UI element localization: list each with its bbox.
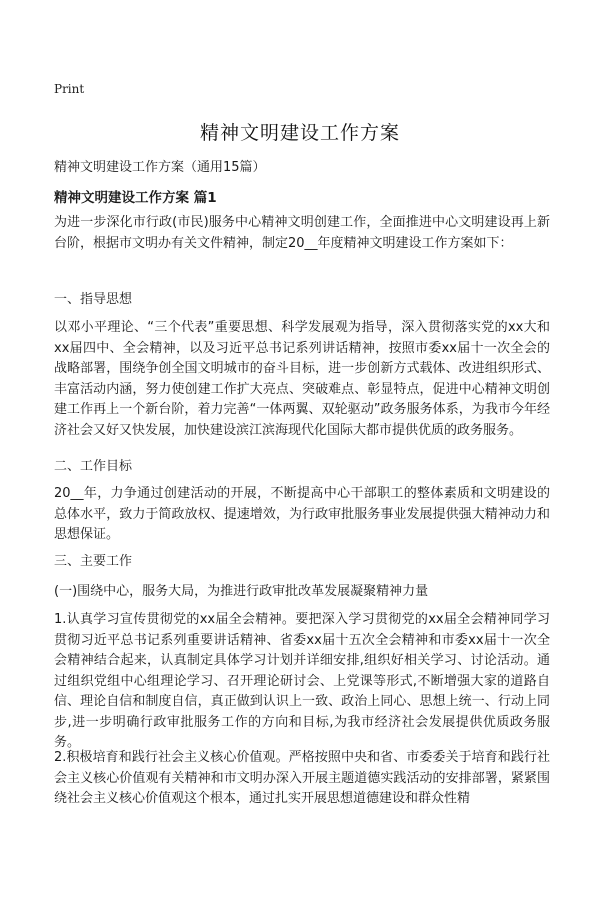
- heading-work-goals: 二、工作目标: [54, 459, 133, 474]
- paragraph-work-goals: 20__年，力争通过创建活动的开展，不断提高中心干部职工的整体素质和文明建设的总体水平，致力于简政放权、提速增效，为行政审批服务事业发展提供强大精神动力和思想保证。: [54, 486, 550, 542]
- heading-guiding-thought: 一、指导思想: [54, 292, 133, 307]
- paragraph-item-2: 2.积极培育和践行社会主义核心价值观。严格按照中央和省、市委委关于培育和践行社会主义核心价值观有关精神和市文明办深入开展主题道德实践活动的安排部署，紧紧围绕社会主义核心价值观这个根本，通过扎实开展思想道德建设和群众性精: [54, 750, 550, 806]
- intro-paragraph: 为进一步深化市行政(市民)服务中心精神文明创建工作，全面推进中心文明建设再上新台阶，根据市文明办有关文件精神，制定20__年度精神文明建设工作方案如下：: [54, 215, 550, 251]
- paragraph-item-1: 1.认真学习宣传贯彻党的xx届全会精神。要把深入学习贯彻党的xx届全会精神同学习贯彻习近平总书记系列重要讲话精神、省委xx届十五次全会精神和市委xx届十一次全会精神结合起来，认真制定具体学习计划并详细安排,组织好相关学习、讨论活动。通过组织党组中心组理论学习、召开理论研讨会、上党课等形式,不断增强大家的道路自信、理论自信和制度自信，真正做到认识上一致、政治上同心、思想上统一、行动上同步,进一步明确行政审批服务工作的方向和目标,为我市经济社会发展提供优质政务服务。: [54, 612, 550, 750]
- print-label[interactable]: Print: [54, 82, 85, 96]
- heading-main-work: 三、主要工作: [54, 554, 133, 569]
- subheading-main-work: (一)围绕中心，服务大局，为推进行政审批改革发展凝聚精神力量: [54, 584, 429, 599]
- document-title: 精神文明建设工作方案: [199, 122, 400, 144]
- paragraph-guiding-thought: 以邓小平理论、“三个代表”重要思想、科学发展观为指导，深入贯彻落实党的xx大和xx届四中、全会精神，以及习近平总书记系列讲话精神，按照市委xx届十一次全会的战略部署，围绕争创全国文明城市的奋斗目标，进一步创新方式载体、改进组织形式、丰富活动内涵，努力使创建工作扩大亮点、突破难点、彰显特点，促进中心精神文明创建工作再上一个新台阶，着力完善“一体两翼、双轮驱动”政务服务体系，为我市今年经济社会又好又快发展，加快建设滨江滨海现代化国际大都市提供优质的政务服务。: [54, 320, 550, 438]
- document-subtitle: 精神文明建设工作方案（通用15篇）: [54, 160, 266, 175]
- section-title: 精神文明建设工作方案 篇1: [54, 190, 217, 206]
